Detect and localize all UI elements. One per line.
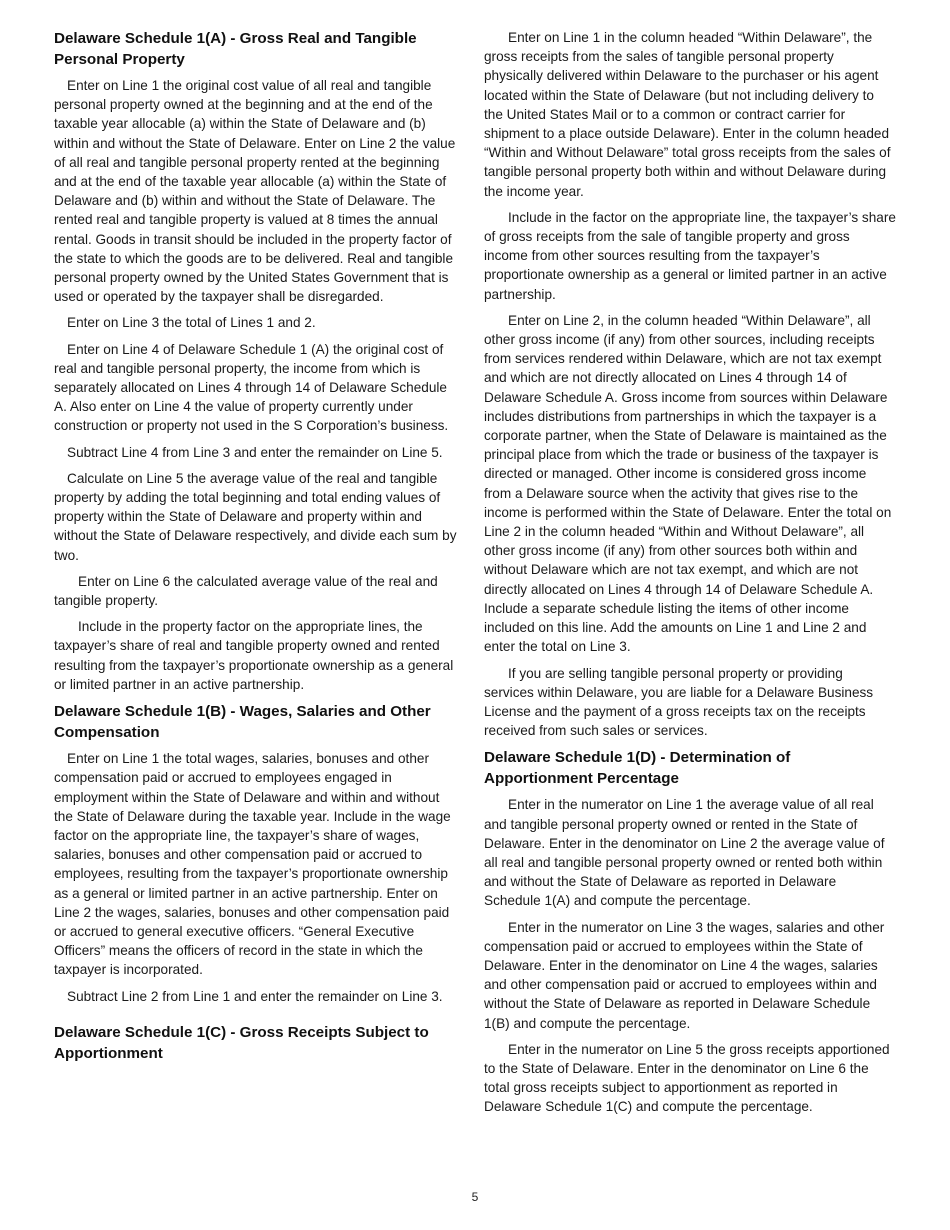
schedule-1c-paragraph: Include in the factor on the appropriate line, the taxpayer’s share of gross receipts from the sale of tangible property and gross income from other sources resulting from the taxpayer’s proportionate ownership as a general or limited partner in an active partnership. (484, 209, 896, 302)
schedule-1a-paragraph: Subtract Line 4 from Line 3 and enter the remainder on Line 5. (67, 444, 443, 460)
right-column (484, 28, 896, 1124)
page-number: 5 (471, 1190, 479, 1204)
schedule-1c-paragraph: If you are selling tangible personal property or providing services within Delaware, you are liable for a Delaware Business License and the payment of a gross receipts tax on the receipts received from such sales or services. (484, 665, 874, 739)
left-column (54, 28, 462, 1070)
schedule-1a-paragraph: Enter on Line 6 the calculated average value of the real and tangible property. (54, 573, 438, 609)
schedule-1b-heading: Delaware Schedule 1(B) - Wages, Salaries and Other Compensation (54, 703, 431, 742)
schedule-1a-paragraph: Calculate on Line 5 the average value of the real and tangible property by adding the total beginning and total ending values of property within the State of Delaware and property within and without the State of Delaware respectively, and divide each sum by two. (54, 470, 457, 563)
schedule-1c-heading: Delaware Schedule 1(C) - Gross Receipts Subject to Apportionment (54, 1023, 429, 1062)
schedule-1a-paragraph: Include in the property factor on the appropriate lines, the taxpayer’s share of real and tangible property owned and rented resulting from the taxpayer’s proportionate ownership as a general or limited partner in an active partnership. (54, 619, 454, 692)
schedule-1a-paragraph: Enter on Line 3 the total of Lines 1 and 2. (67, 315, 316, 331)
schedule-1a-paragraph: Enter on Line 1 the original cost value of all real and tangible personal property owned at the beginning and at the end of the taxable year allocable (a) within the State of Delaware and (b) within and without the State of Delaware. Enter on Line 2 the value of all real and tangible personal property rented at the beginning and at the end of the taxable year allocable (a) within the State of Delaware and (b) within and without the State of Delaware. The rented real and tangible property is valued at 8 times the annual rental. Goods in transit should be included in the property factor of the state to which the goods are to be delivered. Real and tangible personal property owned by the United States Government that is used or operated by the taxpayer shall be disregarded. (54, 78, 456, 305)
schedule-1d-paragraph: Enter in the numerator on Line 5 the gross receipts apportioned to the State of Delaware. Enter in the denominator on Line 6 the total gross receipts subject to apportionment as reported in Delaware Schedule 1(C) and compute the percentage. (484, 1041, 890, 1115)
schedule-1d-paragraph: Enter in the numerator on Line 3 the wages, salaries and other compensation paid or accrued to employees within the State of Delaware. Enter in the denominator on Line 4 the wages, salaries and other compensation paid or accrued to employees within and without the State of Delaware as reported in Delaware Schedule 1(B) and compute the percentage. (484, 919, 885, 1031)
schedule-1b-paragraph: Enter on Line 1 the total wages, salaries, bonuses and other compensation paid or accrued to employees engaged in employment within the State of Delaware and within and without the State of Delaware during the taxable year. Include in the wage factor on the appropriate line, the taxpayer’s share of wages, salaries, bonuses and other compensation paid or accrued to employees, resulting from the taxpayer’s proportionate ownership as a general or limited partner in an active partnership. Enter on Line 2 the wages, salaries, bonuses and other compensation paid or accrued to general executive officers. “General Executive Officers” means the officers of record in the state in which the taxpayer is incorporated. (54, 751, 451, 978)
schedule-1a-paragraph: Enter on Line 4 of Delaware Schedule 1 (A) the original cost of real and tangible personal property, the income from which is separately allocated on Lines 4 through 14 of Delaware Schedule A. Also enter on Line 4 the value of property currently under construction or property not used in the S Corporation’s business. (54, 341, 449, 434)
schedule-1c-paragraph: Enter on Line 1 in the column headed “Within Delaware”, the gross receipts from the sales of tangible personal property physically delivered within Delaware to the purchaser or his agent located within the State of Delaware (but not including delivery to the United States Mail or to a common or contract carrier for shipment to a place outside Delaware). Enter in the column headed “Within and Without Delaware” total gross receipts from the sales of tangible personal property both within and without Delaware during the income year. (484, 30, 891, 199)
schedule-1d-paragraph: Enter in the numerator on Line 1 the average value of all real and tangible personal property owned or rented in the State of Delaware. Enter in the denominator on Line 2 the average value of all real and tangible personal property owned or rented both within and without the State of Delaware as reported in Delaware Schedule 1(A) and compute the percentage. (484, 797, 885, 909)
schedule-1c-paragraph: Enter on Line 2, in the column headed “Within Delaware”, all other gross income (if any) from other sources, including receipts from services rendered within Delaware, which are not tax exempt and which are not directly allocated on Lines 4 through 14 of Delaware Schedule A. Gross income from sources within Delaware includes distributions from partnerships in which the taxpayer is a corporate partner, when the State of Delaware is maintained as the principal place from which the trade or business of the taxpayer is directed or managed. Other income is considered gross income from a Delaware source when the activity that gives rise to the income is performed within the State of Delaware. Enter the total on Line 2 in the column headed “Within and Without Delaware”, all other gross income (if any) from other sources both within and without Delaware which are not tax exempt, and which are not directly allocated on Lines 4 through 14 of Delaware Schedule A. Include a separate schedule listing the items of other income included on this line. Add the amounts on Line 1 and Line 2 and enter the total on Line 3. (484, 312, 892, 655)
schedule-1b-paragraph: Subtract Line 2 from Line 1 and enter the remainder on Line 3. (67, 988, 443, 1004)
schedule-1d-heading: Delaware Schedule 1(D) - Determination of Apportionment Percentage (484, 749, 791, 788)
schedule-1a-heading: Delaware Schedule 1(A) - Gross Real and Tangible Personal Property (54, 30, 417, 68)
